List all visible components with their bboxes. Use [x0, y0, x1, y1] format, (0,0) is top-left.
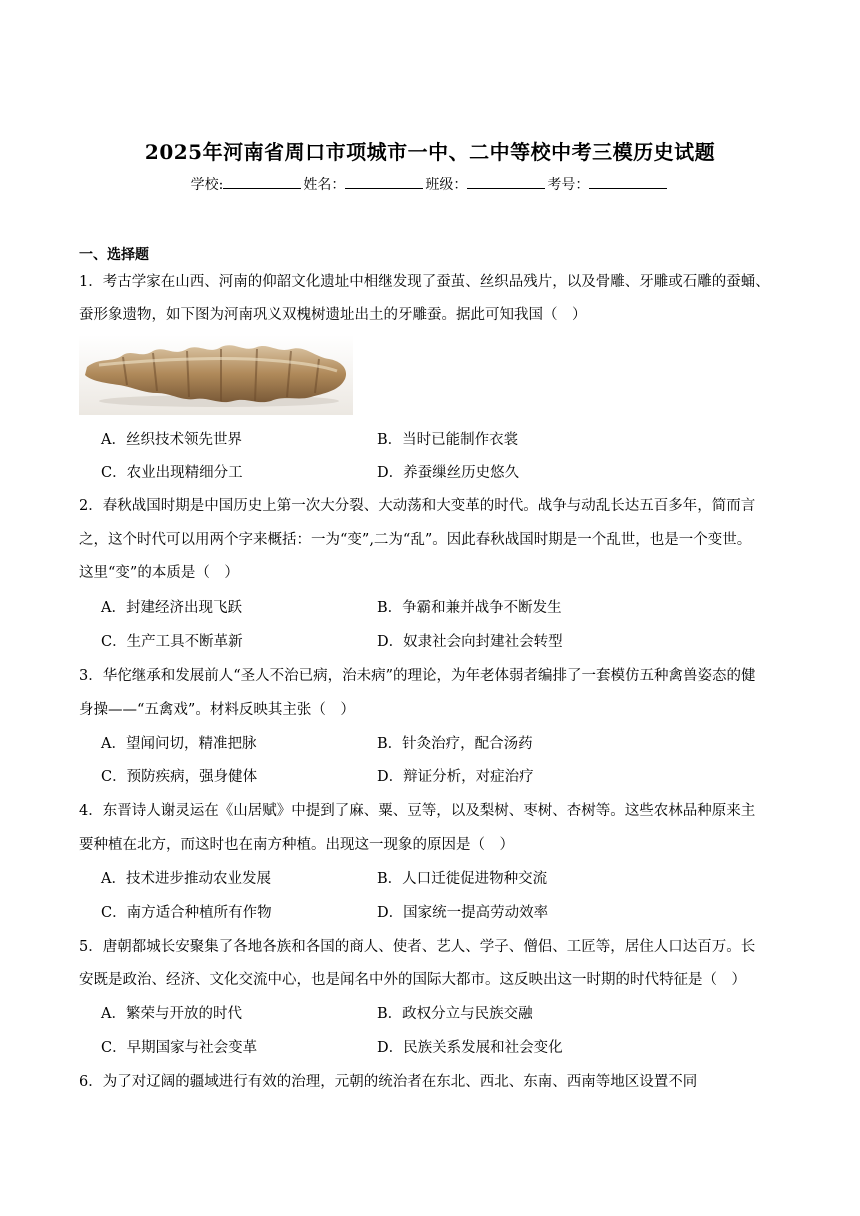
- class-label: 班级：: [425, 177, 468, 193]
- question-5-line-1: 5．唐朝都城长安聚集了各地各族和各国的商人、使者、艺人、学子、僧侣、工匠等，居住人口达百万。长: [79, 939, 756, 955]
- question-2-line-1: 2．春秋战国时期是中国历史上第一次大分裂、大动荡和大变革的时代。战争与动乱长达五百多年，简而言: [79, 498, 756, 514]
- name-label: 姓名：: [303, 177, 346, 193]
- question-2-line-2: 之，这个时代可以用两个字来概括：一为“变”,二为“乱”。因此春秋战国时期是一个乱世，也是一个变世。: [79, 532, 752, 548]
- school-label: 学校:: [190, 177, 224, 193]
- name-blank[interactable]: [345, 176, 423, 189]
- question-3-option-b[interactable]: B．针灸治疗，配合汤药: [377, 736, 533, 752]
- exam-number-label: 考号：: [547, 177, 590, 193]
- question-4-line-1: 4．东晋诗人谢灵运在《山居赋》中提到了麻、粟、豆等，以及梨树、枣树、杏树等。这些农林品种原来主: [79, 803, 756, 819]
- question-1-option-b[interactable]: B．当时已能制作衣裳: [377, 432, 519, 448]
- question-3-option-d[interactable]: D．辩证分析，对症治疗: [377, 769, 534, 785]
- ivory-silkworm-image: [79, 335, 353, 415]
- question-2-line-3: 这里“变”的本质是（ ）: [79, 565, 239, 581]
- question-3-line-2: 身操——“五禽戏”。材料反映其主张（ ）: [79, 702, 355, 718]
- question-4-line-2: 要种植在北方，而这时也在南方种植。出现这一现象的原因是（ ）: [79, 837, 514, 853]
- class-blank[interactable]: [467, 176, 545, 189]
- question-5-option-a[interactable]: A．繁荣与开放的时代: [101, 1006, 242, 1022]
- question-5-line-2: 安既是政治、经济、文化交流中心，也是闻名中外的国际大都市。这反映出这一时期的时代特征是（ ）: [79, 972, 746, 988]
- exam-number-blank[interactable]: [589, 176, 667, 189]
- question-2-option-c[interactable]: C．生产工具不断革新: [101, 634, 243, 650]
- question-1-line-2: 蚕形象遗物，如下图为河南巩义双槐树遗址出土的牙雕蚕。据此可知我国（ ）: [79, 307, 587, 323]
- section-heading: 一、选择题: [79, 247, 149, 263]
- question-4-option-c[interactable]: C．南方适合种植所有作物: [101, 905, 272, 921]
- question-4-option-a[interactable]: A．技术进步推动农业发展: [101, 871, 271, 887]
- question-6-line-1: 6．为了对辽阔的疆域进行有效的治理，元朝的统治者在东北、西北、东南、西南等地区设置不同: [79, 1074, 698, 1090]
- question-2-option-d[interactable]: D．奴隶社会向封建社会转型: [377, 634, 563, 650]
- question-4-option-b[interactable]: B．人口迁徙促进物种交流: [377, 871, 548, 887]
- question-3-option-a[interactable]: A．望闻问切，精准把脉: [101, 736, 257, 752]
- question-3-line-1: 3．华佗继承和发展前人“圣人不治已病，治未病”的理论，为年老体弱者编排了一套模仿五种禽兽姿态的健: [79, 668, 756, 684]
- question-2-option-b[interactable]: B．争霸和兼并战争不断发生: [377, 600, 562, 616]
- question-1-option-a[interactable]: A．丝织技术领先世界: [101, 432, 242, 448]
- question-1-option-c[interactable]: C．农业出现精细分工: [101, 465, 243, 481]
- question-1-option-d[interactable]: D．养蚕缫丝历史悠久: [377, 465, 520, 481]
- question-5-option-c[interactable]: C．早期国家与社会变革: [101, 1040, 258, 1056]
- question-5-option-d[interactable]: D．民族关系发展和社会变化: [377, 1040, 563, 1056]
- school-blank[interactable]: [223, 176, 301, 189]
- student-info-line: [0, 174, 860, 194]
- question-3-option-c[interactable]: C．预防疾病，强身健体: [101, 769, 258, 785]
- question-2-option-a[interactable]: A．封建经济出现飞跃: [101, 600, 242, 616]
- question-5-option-b[interactable]: B．政权分立与民族交融: [377, 1006, 533, 1022]
- question-1-line-1: 1．考古学家在山西、河南的仰韶文化遗址中相继发现了蚕茧、丝织品残片，以及骨雕、牙雕或石雕的蚕蛹、: [79, 274, 770, 290]
- question-4-option-d[interactable]: D．国家统一提高劳动效率: [377, 905, 549, 921]
- page-title: 2025年河南省周口市项城市一中、二中等校中考三模历史试题: [144, 140, 716, 164]
